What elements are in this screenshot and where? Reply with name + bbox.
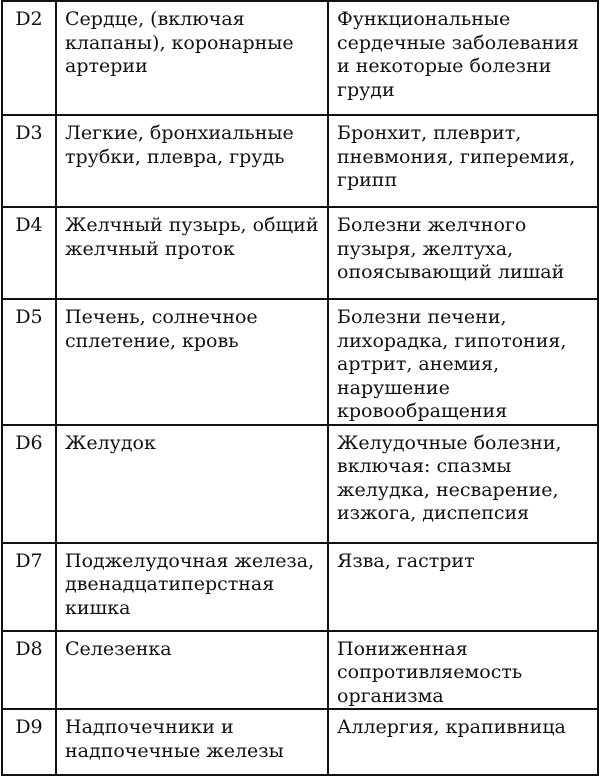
vertebra-code: D6	[2, 425, 56, 543]
body-part-cell: Желчный пузырь, общий желчный проток	[56, 207, 328, 299]
vertebra-code: D8	[2, 631, 56, 710]
disease-cell: Пониженная сопротивляемость организма	[328, 631, 598, 710]
vertebra-table	[1, 0, 599, 776]
body-part-cell: Печень, солнечное сплетение, кровь	[56, 299, 328, 425]
disease-cell: Бронхит, плеврит, пневмония, гиперемия, грипп	[328, 115, 598, 207]
table-row	[2, 1, 598, 115]
vertebra-code: D9	[2, 709, 56, 775]
disease-cell: Желудочные болезни, включая: спазмы желудка, несварение, изжога, диспепсия	[328, 425, 598, 543]
body-part-cell: Легкие, бронхиальные трубки, плевра, грудь	[56, 115, 328, 207]
vertebra-code: D3	[2, 115, 56, 207]
table-row	[2, 299, 598, 425]
body-part-cell: Селезенка	[56, 631, 328, 710]
table-row	[2, 425, 598, 543]
table-row	[2, 631, 598, 710]
vertebra-code: D7	[2, 543, 56, 631]
vertebra-code: D5	[2, 299, 56, 425]
disease-cell: Аллергия, крапивница	[328, 709, 598, 775]
disease-cell: Функциональные сердечные заболевания и некоторые болезни груди	[328, 1, 598, 115]
disease-cell: Болезни желчного пузыря, желтуха, опоясывающий лишай	[328, 207, 598, 299]
vertebra-code: D4	[2, 207, 56, 299]
table-row	[2, 115, 598, 207]
body-part-cell: Поджелудочная железа, двенадцатиперстная кишка	[56, 543, 328, 631]
disease-cell: Язва, гастрит	[328, 543, 598, 631]
body-part-cell: Надпочечники и надпочечные железы	[56, 709, 328, 775]
vertebra-code: D2	[2, 1, 56, 115]
body-part-cell: Желудок	[56, 425, 328, 543]
table-row	[2, 709, 598, 775]
body-part-cell: Сердце, (включая клапаны), коронарные артерии	[56, 1, 328, 115]
disease-cell: Болезни печени, лихорадка, гипотония, артрит, анемия, нарушение кровообращения	[328, 299, 598, 425]
table-row	[2, 543, 598, 631]
table-row	[2, 207, 598, 299]
